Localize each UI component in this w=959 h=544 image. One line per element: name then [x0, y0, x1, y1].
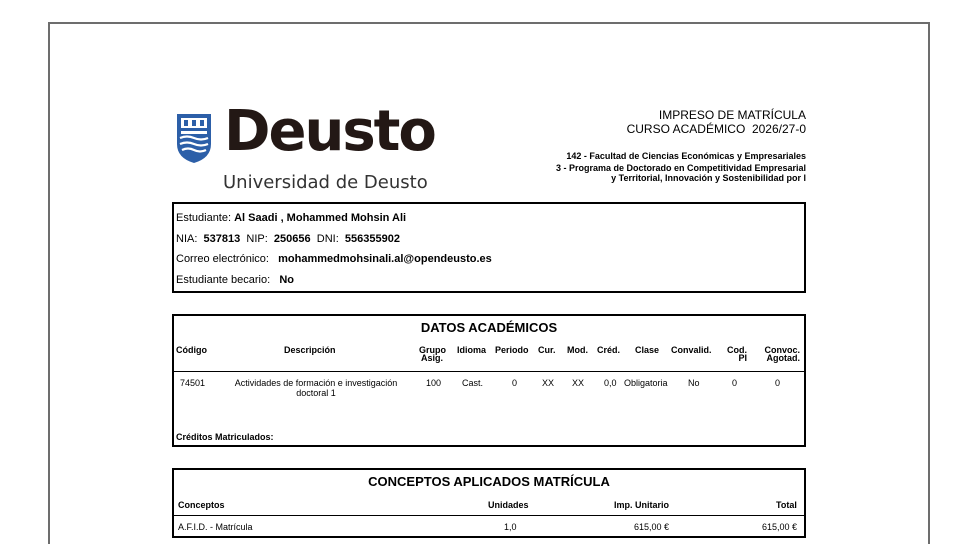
program-line-2: y Territorial, Innovación y Sostenibilidad por l — [611, 173, 806, 183]
row-mod: XX — [572, 378, 585, 388]
concepts-section-title: CONCEPTOS APLICADOS MATRÍCULA — [368, 474, 610, 489]
row-periodo: 0 — [512, 378, 518, 388]
col-clase: Clase — [635, 345, 660, 355]
row-grupo: 100 — [426, 378, 442, 388]
row-clase: Obligatoria — [624, 378, 668, 388]
university-shield-icon — [176, 110, 212, 164]
student-becario-line: Estudiante becario: No — [176, 274, 295, 286]
col-codigo: Código — [176, 345, 207, 355]
col-imp-unitario: Imp. Unitario — [614, 500, 670, 510]
concept-unit-price: 615,00 € — [634, 522, 670, 532]
row-idioma: Cast. — [462, 378, 484, 388]
col-total: Total — [776, 500, 797, 510]
row-codpi: 0 — [732, 378, 738, 388]
row-cur: XX — [542, 378, 555, 388]
row-convoc: 0 — [775, 378, 781, 388]
becario-value: No — [279, 274, 295, 286]
nia-value: 537813 — [203, 233, 241, 245]
deusto-logo — [176, 99, 436, 194]
col-descripcion: Descripción — [284, 345, 336, 355]
row-codigo: 74501 — [180, 378, 206, 388]
col-idioma: Idioma — [457, 345, 487, 355]
student-email: mohammedmohsinali.al@opendeusto.es — [278, 253, 492, 265]
concept-name: A.F.I.D. - Matrícula — [178, 522, 253, 532]
concept-units: 1,0 — [504, 522, 517, 532]
student-info-box — [172, 202, 806, 293]
faculty-name: 142 - Facultad de Ciencias Económicas y Empresariales — [566, 151, 806, 161]
logo-wordmark: Deusto — [224, 99, 435, 164]
faculty-program — [556, 151, 806, 183]
student-name: Al Saadi , Mohammed Mohsin Ali — [234, 212, 407, 224]
row-convalid: No — [688, 378, 700, 388]
dni-value: 556355902 — [344, 233, 400, 245]
academic-section-title: DATOS ACADÉMICOS — [420, 320, 558, 335]
header-divider — [174, 371, 804, 372]
course-line: CURSO ACADÉMICO 2026/27-0 — [626, 122, 806, 136]
document-header — [627, 108, 806, 136]
academic-data-box — [172, 314, 806, 447]
col-convalid: Convalid. — [671, 345, 712, 355]
logo-subtitle: Universidad de Deusto — [223, 172, 428, 193]
col-unidades: Unidades — [488, 500, 529, 510]
col-periodo: Periodo — [495, 345, 529, 355]
course-value: 2026/27-0 — [751, 122, 806, 136]
row-descripcion: Actividades de formación e investigación doctoral 1 — [234, 378, 398, 398]
student-name-line: Estudiante: Al Saadi , Mohammed Mohsin Ali — [176, 212, 407, 224]
document-title: IMPRESO DE MATRÍCULA — [658, 108, 806, 122]
creditos-matriculados-label: Créditos Matriculados: — [176, 432, 274, 442]
col-cur: Cur. — [538, 345, 556, 355]
student-ids-line: NIA: 537813 NIP: 250656 DNI: 556355902 — [176, 233, 400, 245]
col-codpi: Cod. PI — [727, 345, 747, 363]
concepts-divider — [174, 515, 804, 516]
col-grupo: Grupo Asig. — [419, 345, 446, 363]
concept-total: 615,00 € — [762, 522, 798, 532]
col-mod: Mod. — [567, 345, 588, 355]
col-conceptos: Conceptos — [178, 500, 225, 510]
student-email-line: Correo electrónico: mohammedmohsinali.al@opendeusto.es — [176, 253, 492, 265]
nip-value: 250656 — [273, 233, 311, 245]
col-cred: Créd. — [597, 345, 621, 355]
program-line-1: 3 - Programa de Doctorado en Competitividad Empresarial — [555, 163, 806, 173]
row-cred: 0,0 — [604, 378, 617, 388]
concepts-box — [172, 468, 806, 538]
col-convoc: Convoc. Agotad. — [764, 345, 800, 363]
